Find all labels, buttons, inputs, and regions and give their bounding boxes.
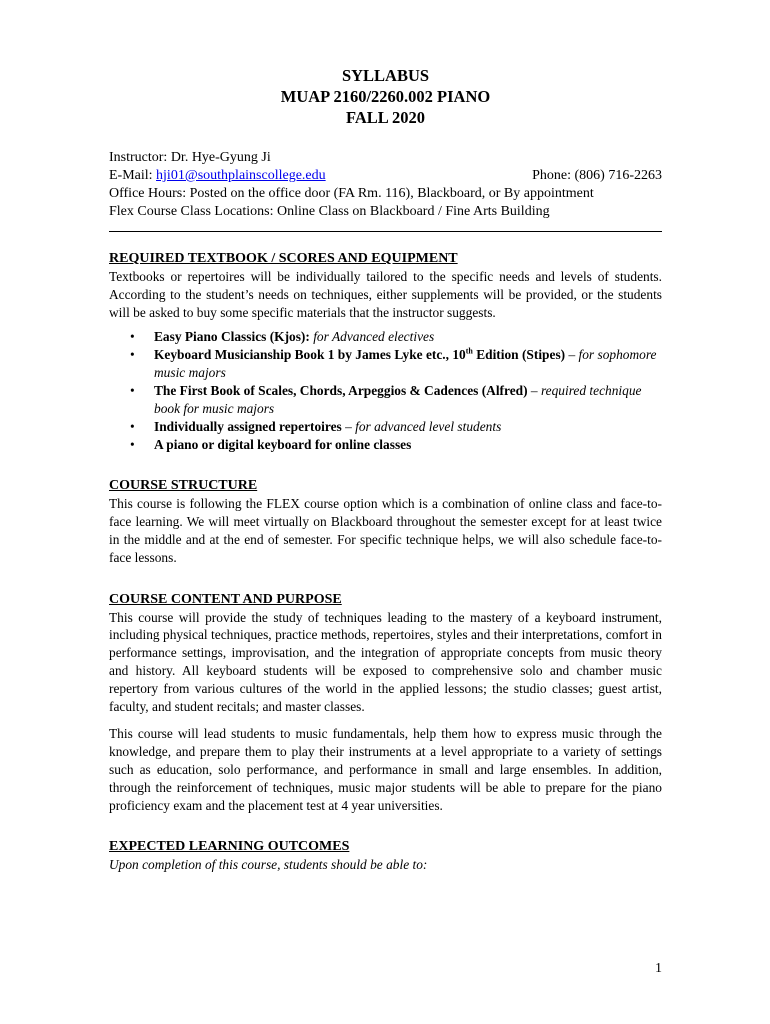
- bullet-icon: •: [130, 419, 135, 435]
- bullet-icon: •: [130, 329, 135, 345]
- item-name: Easy Piano Classics (Kjos):: [154, 329, 310, 345]
- bullet-icon: •: [130, 383, 135, 399]
- section-divider: [109, 231, 662, 232]
- item-desc: for Advanced electives: [309, 329, 435, 345]
- item-name: A piano or digital keyboard for online classes: [154, 437, 412, 453]
- content-paragraph: This course will provide the study of techniques leading to the mastery of a keyboard instrument, including physical techniques, practice methods, repertoires, styles and their interpretations, comfort in performance settings, improvisation, and the integration of appropriate concepts from music theory and history. All keyboard students will be exposed to comprehensive solo and chamber music repertory from various cultures of the world in the applied lessons; the studio classes; guest artist, faculty, and student recitals; and master classes.: [109, 609, 662, 714]
- item-name-part: Edition (Stipes): [472, 347, 566, 363]
- item-desc: – for sophomore music majors: [154, 347, 657, 381]
- item-name-part: Keyboard Musicianship Book 1 by James Lyke etc., 10: [154, 347, 466, 363]
- list-item: [130, 382, 662, 418]
- page-number: 1: [655, 961, 662, 976]
- contact-row: [109, 167, 662, 185]
- office-hours-line: Office Hours: Posted on the office door (FA Rm. 116), Blackboard, or By appointment: [109, 186, 594, 201]
- phone-line: Phone: (806) 716-2263: [532, 168, 662, 183]
- term-title: FALL 2020: [346, 108, 425, 127]
- item-name-superscript: th: [465, 346, 473, 356]
- item-name: Individually assigned repertoires: [154, 419, 342, 435]
- bullet-icon: •: [130, 347, 135, 363]
- list-item: [130, 328, 662, 346]
- doc-title: SYLLABUS: [341, 66, 430, 85]
- outcomes-intro: Upon completion of this course, students should be able to:: [109, 857, 428, 873]
- email-link[interactable]: hji01@southplainscollege.edu: [156, 168, 326, 183]
- list-item: [130, 418, 662, 436]
- item-desc: – for advanced level students: [341, 419, 502, 435]
- list-item: [130, 346, 662, 382]
- list-item: [130, 436, 662, 454]
- outcomes-heading: EXPECTED LEARNING OUTCOMES: [109, 839, 350, 855]
- textbook-list: [109, 328, 662, 454]
- email-line: [109, 167, 326, 185]
- class-locations-line: Flex Course Class Locations: Online Class on Blackboard / Fine Arts Building: [109, 204, 550, 219]
- item-name: The First Book of Scales, Chords, Arpeggios & Cadences (Alfred): [154, 383, 528, 399]
- textbook-heading: REQUIRED TEXTBOOK / SCORES AND EQUIPMENT: [109, 251, 458, 266]
- structure-heading: COURSE STRUCTURE: [109, 478, 258, 494]
- email-label: E-Mail:: [109, 168, 157, 183]
- instructor-line: Instructor: Dr. Hye-Gyung Ji: [109, 150, 271, 165]
- instructor-info: [109, 149, 662, 221]
- content-heading: COURSE CONTENT AND PURPOSE: [109, 591, 342, 607]
- content-paragraph: This course will lead students to music fundamentals, help them how to express music through the knowledge, and prepare them to play their instruments at a level appropriate to a variety of settings such as education, solo performance, and performance in small and large ensembles. In addition, through the reinforcement of techniques, music major students will be able to prepare for the piano proficiency exam and the placement test at 4 year universities.: [109, 726, 662, 813]
- bullet-icon: •: [130, 437, 135, 453]
- item-desc: – required technique book for music majors: [154, 383, 642, 417]
- item-name: [154, 347, 565, 362]
- textbook-paragraph: Textbooks or repertoires will be individually tailored to the specific needs and levels of students. According to the student’s needs on techniques, either supplements will be provided, or the students will be asked to buy some specific materials that the instructor suggests.: [109, 269, 662, 320]
- structure-paragraph: This course is following the FLEX course option which is a combination of online class and face-to-face learning. We will meet virtually on Blackboard throughout the semester except for at least twice in the middle and at the end of semester. For specific technique helps, we will also schedule face-to-face lessons.: [109, 496, 662, 565]
- course-title: MUAP 2160/2260.002 PIANO: [280, 87, 491, 106]
